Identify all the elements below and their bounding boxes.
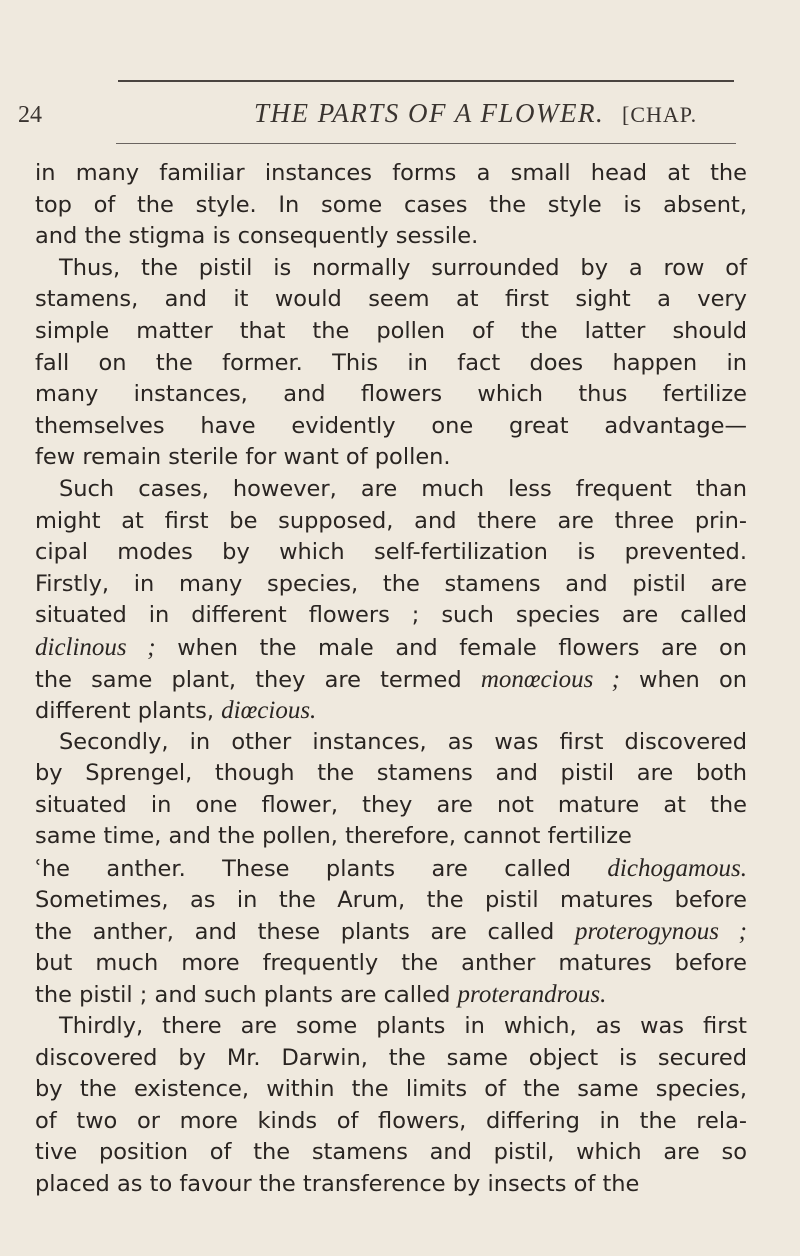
running-title: THE PARTS OF A FLOWER. [254,98,605,128]
text-segment: the pistil ; and such plants are called [35,982,458,1009]
text-segment: the same plant, they are termed [35,666,481,693]
italic-term: proterandrous. [457,981,607,1009]
text-line: situated in one flower, they are not mature at the [35,791,747,818]
text-line [35,632,747,664]
text-line: fall on the former. This in fact does happen in [35,349,747,376]
body-text [35,158,747,1201]
text-segment: when the male and female flowers are on [155,634,747,661]
italic-term: diœcious. [221,697,317,725]
text-line: Thus, the pistil is normally surrounded by a row of [59,254,747,281]
text-line: placed as to favour the transference by insects of the [35,1171,640,1197]
text-line: stamens, and it would seem at first sight a very [35,286,747,313]
italic-term: diclinous ; [35,633,156,661]
text-line [35,853,747,885]
text-line: might at first be supposed, and there are three prin- [35,507,747,534]
text-line [35,664,747,696]
text-line: cipal modes by which self-fertilization is prevented. [35,539,747,566]
text-segment: when on [619,666,747,693]
text-line: Firstly, in many species, the stamens and pistil are [35,570,747,597]
text-line: same time, and the pollen, therefore, cannot fertilize [35,823,632,850]
text-line: Secondly, in other instances, as was first discovered [59,728,747,755]
text-line: many instances, and flowers which thus fertilize [35,381,747,408]
text-line: discovered by Mr. Darwin, the same object is secured [35,1044,747,1071]
text-line: tive position of the stamens and pistil, which are so [35,1139,747,1166]
page-number: 24 [18,102,42,128]
header-rule-bottom [116,143,736,144]
italic-term: dichogamous. [607,855,747,883]
running-header [18,96,758,140]
text-line: by Sprengel, though the stamens and pistil are both [35,760,747,787]
text-line [35,916,747,948]
italic-term: monœcious ; [480,665,620,693]
text-line: by the existence, within the limits of the same species, [35,1076,747,1103]
text-line [35,695,747,727]
text-segment: different plants, [35,698,222,725]
text-line: Sometimes, as in the Arum, the pistil matures before [35,886,747,913]
text-line: Such cases, however, are much less frequent than [59,475,747,502]
text-line: top of the style. In some cases the style is absent, [35,191,747,218]
text-line: of two or more kinds of flowers, differing in the rela- [35,1107,747,1134]
text-line: but much more frequently the anther matures before [35,949,747,976]
text-line: Thirdly, there are some plants in which, as was first [59,1013,747,1040]
text-line: situated in different flowers ; such species are called [35,602,747,629]
text-line: few remain sterile for want of pollen. [35,444,451,471]
text-line: simple matter that the pollen of the latter should [35,317,747,344]
text-line: and the stigma is consequently sessile. [35,223,479,250]
text-line [35,979,747,1011]
header-rule-top [118,80,734,82]
text-line: themselves have evidently one great advantage— [35,412,747,439]
text-segment: the anther, and these plants are called [35,919,575,946]
italic-term: proterogynous ; [574,918,747,946]
text-line: in many familiar instances forms a small head at the [35,160,747,186]
text-segment: ʿhe anther. These plants are called [35,856,608,883]
chapter-mark: [CHAP. [622,102,698,127]
